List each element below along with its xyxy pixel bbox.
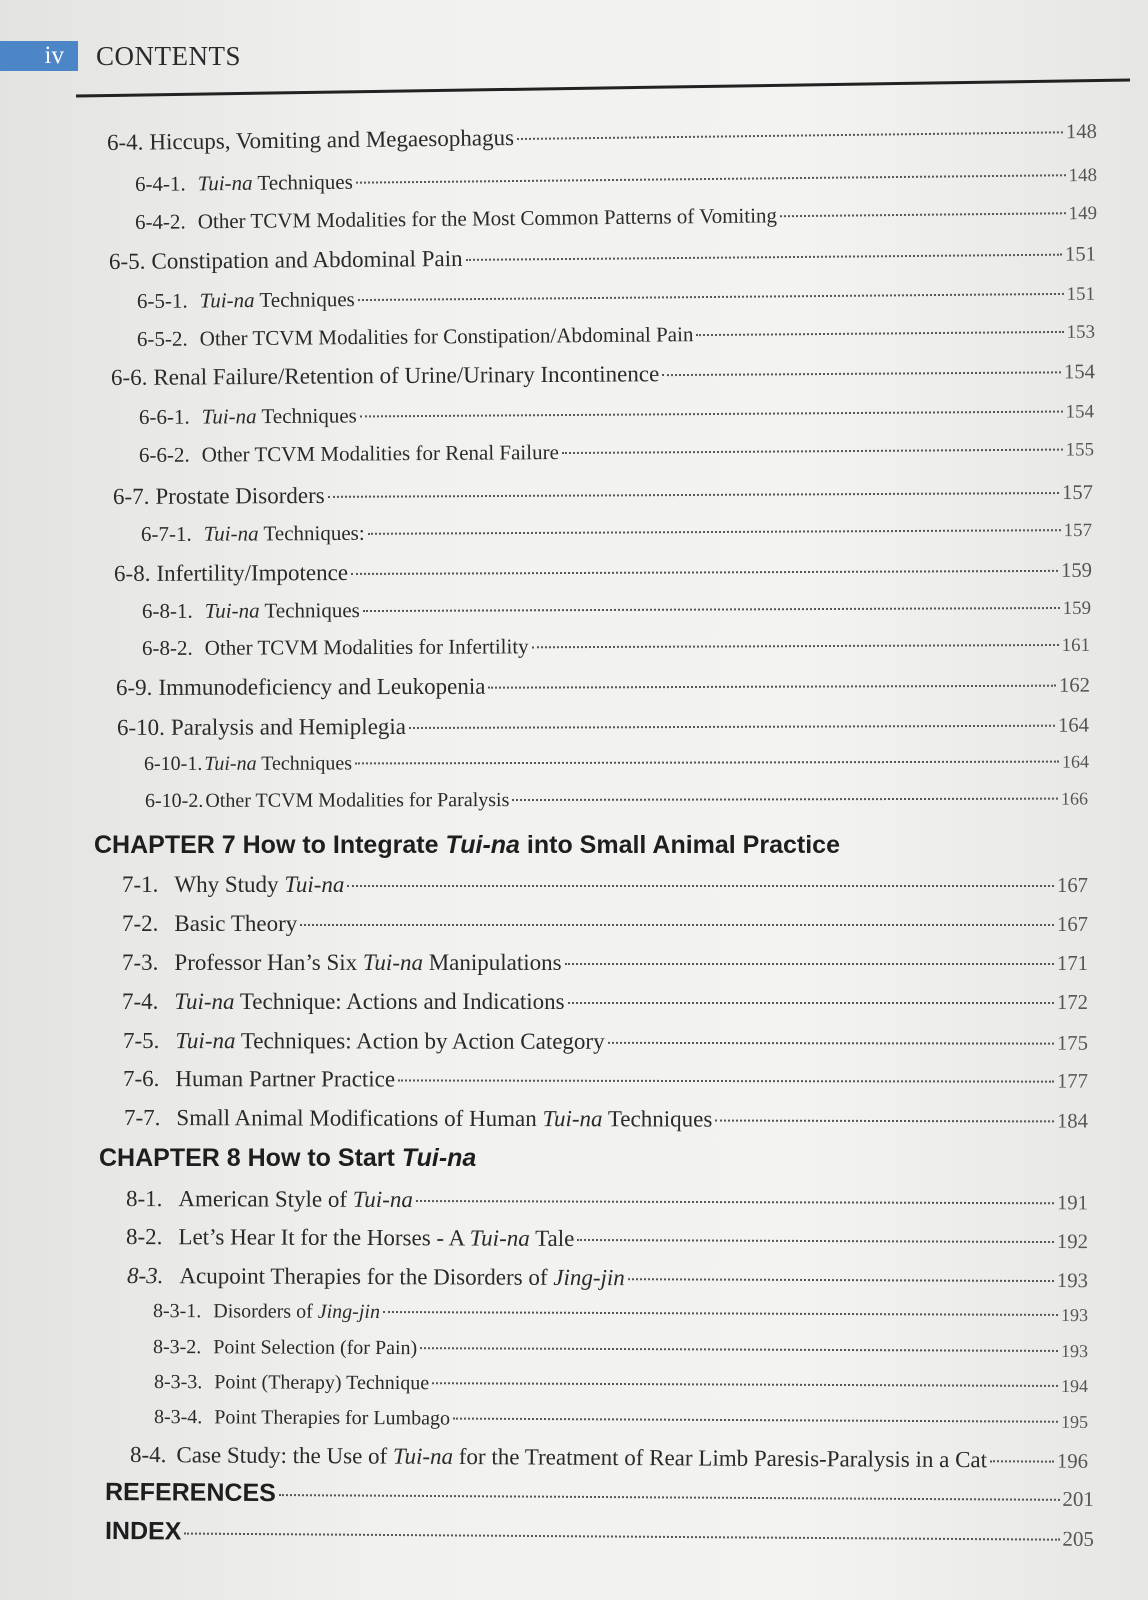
toc-page-number: 167 — [1056, 914, 1088, 936]
toc-number: 6-4. — [106, 129, 144, 155]
toc-page-number: 164 — [1057, 714, 1090, 737]
toc-entry-6-4-1[interactable] — [135, 162, 1097, 197]
dot-leader — [453, 1418, 1058, 1423]
toc-entry-6-6[interactable] — [111, 358, 1095, 391]
toc-title: Human Partner Practice — [175, 1066, 396, 1092]
toc-number: 7-3. — [122, 950, 159, 975]
toc-entry-6-5-1[interactable] — [137, 281, 1095, 314]
toc-entry-6-8-2[interactable] — [142, 632, 1090, 661]
toc-page-number: 195 — [1060, 1411, 1089, 1432]
toc-page-number: 177 — [1056, 1070, 1089, 1093]
toc-page-number: 151 — [1066, 283, 1096, 305]
toc-page-number: 194 — [1060, 1375, 1089, 1397]
toc-title: Renal Failure/Retention of Urine/Urinary Incontinence — [153, 361, 660, 390]
toc-number: 6-8. — [113, 560, 151, 586]
toc-number: 6-9. — [115, 674, 153, 700]
toc-entry-8-1[interactable] — [126, 1186, 1088, 1215]
toc-entry-7-3[interactable] — [122, 950, 1088, 976]
toc-entry-7-5[interactable] — [123, 1028, 1088, 1056]
dot-leader — [466, 254, 1062, 261]
toc-page-number: 191 — [1056, 1192, 1089, 1215]
toc-title: Other TCVM Modalities for Paralysis — [205, 789, 510, 812]
toc-entry-7-7[interactable] — [124, 1105, 1088, 1134]
dot-leader — [990, 1460, 1054, 1462]
toc-entry-6-7-1[interactable] — [141, 517, 1092, 547]
dot-leader — [512, 798, 1058, 801]
chapter-7-heading[interactable]: CHAPTER 7 How to Integrate Tui-na into Small Animal Practice — [94, 831, 840, 859]
toc-page-number: 205 — [1062, 1526, 1095, 1551]
toc-number: 8-4. — [129, 1442, 167, 1468]
toc-entry-8-2[interactable] — [126, 1224, 1088, 1254]
toc-number: 6-6-2. — [138, 442, 190, 467]
toc-page-number: 164 — [1061, 751, 1090, 772]
toc-title: Point Selection (for Pain) — [213, 1336, 418, 1360]
toc-number: 6-4-2. — [134, 209, 186, 234]
toc-entry-7-1[interactable] — [122, 872, 1088, 898]
toc-number: 6-5-1. — [136, 288, 188, 313]
dot-leader — [488, 685, 1056, 689]
toc-number: 8-3-3. — [153, 1371, 203, 1394]
toc-title: Tui-na Technique: Actions and Indications — [174, 989, 565, 1014]
dot-leader — [568, 1002, 1054, 1004]
dot-leader — [715, 1120, 1054, 1123]
toc-number: 6-5-2. — [136, 326, 188, 351]
toc-number: 7-4. — [122, 989, 159, 1014]
toc-title: Paralysis and Hemiplegia — [170, 713, 407, 740]
toc-entry-6-6-2[interactable] — [139, 436, 1094, 468]
toc-title: Tui-na Techniques — [204, 752, 353, 775]
toc-page-number: 161 — [1061, 634, 1091, 656]
toc-number: 8-3. — [126, 1263, 164, 1289]
dot-leader — [355, 761, 1059, 765]
dot-leader — [608, 1042, 1054, 1045]
toc-title: Case Study: the Use of Tui-na for the Treatment of Rear Limb Paresis-Paralysis in a Cat — [176, 1442, 988, 1473]
page-title: CONTENTS — [96, 40, 241, 71]
toc-entry-7-2[interactable] — [122, 911, 1088, 937]
toc-title: Prostate Disorders — [155, 482, 325, 509]
toc-page-number: 172 — [1056, 992, 1088, 1014]
toc-entry-8-4[interactable] — [130, 1442, 1088, 1474]
toc-page-number: 166 — [1060, 788, 1089, 809]
toc-number: 8-3-1. — [152, 1300, 202, 1323]
dot-leader — [517, 131, 1063, 140]
toc-number: 6-6. — [110, 364, 148, 390]
toc-title: Constipation and Abdominal Pain — [151, 245, 463, 274]
toc-title: Other TCVM Modalities for Renal Failure — [201, 440, 559, 467]
toc-number: 6-4-1. — [134, 171, 186, 196]
toc-entry-6-5-2[interactable] — [137, 319, 1095, 352]
toc-number: 7-6. — [122, 1066, 160, 1092]
toc-page-number: 155 — [1065, 439, 1095, 461]
dot-leader — [360, 411, 1063, 418]
dot-leader — [279, 1494, 1060, 1501]
toc-number: 6-10. — [116, 714, 165, 740]
toc-title: Other TCVM Modalities for the Most Common Patterns of Vomiting — [197, 203, 778, 234]
toc-number: 6-10-1. — [143, 752, 203, 775]
toc-entry-6-8-1[interactable] — [142, 595, 1091, 624]
dot-leader — [416, 1200, 1054, 1204]
toc-title: Other TCVM Modalities for Infertility — [204, 634, 529, 660]
chapter-8-heading[interactable]: CHAPTER 8 How to Start Tui-na — [99, 1144, 477, 1172]
toc-entry-8-3-2[interactable] — [153, 1336, 1088, 1363]
toc-page-number: 193 — [1056, 1270, 1089, 1293]
toc-number: 7-7. — [123, 1105, 161, 1131]
toc-title: Basic Theory — [174, 911, 298, 936]
dot-leader — [184, 1533, 1059, 1541]
toc-title: Tui-na Techniques: Action by Action Category — [175, 1028, 605, 1054]
toc-page-number: 171 — [1056, 953, 1088, 975]
toc-number: 6-8-2. — [141, 635, 193, 660]
toc-entry-index[interactable] — [105, 1517, 1094, 1553]
toc-page-number: 157 — [1063, 520, 1093, 542]
toc-entry-8-3-4[interactable] — [154, 1406, 1088, 1434]
toc-entry-references[interactable] — [105, 1478, 1094, 1513]
toc-page-number: 148 — [1068, 164, 1098, 187]
toc-title: Tui-na Techniques — [199, 287, 355, 313]
toc-page-number: 157 — [1061, 481, 1094, 505]
dot-leader — [565, 963, 1054, 965]
toc-title: Point (Therapy) Technique — [214, 1371, 430, 1395]
toc-title: Immunodeficiency and Leukopenia — [158, 673, 486, 700]
dot-leader — [363, 607, 1060, 612]
toc-entry-6-5[interactable] — [109, 240, 1096, 275]
toc-title: Tui-na Techniques — [197, 169, 353, 196]
toc-number: 7-5. — [122, 1028, 160, 1054]
toc-page-number: 153 — [1066, 321, 1096, 343]
toc-entry-8-3[interactable] — [127, 1263, 1088, 1293]
dot-leader — [398, 1079, 1054, 1082]
toc-entry-6-6-1[interactable] — [139, 398, 1094, 430]
toc-title: Disorders of Jing-jin — [213, 1300, 381, 1323]
dot-leader — [300, 924, 1054, 926]
toc-page-number: 162 — [1058, 674, 1091, 697]
toc-page-number: 201 — [1062, 1486, 1095, 1512]
toc-entry-6-9[interactable] — [116, 672, 1090, 701]
dot-leader — [432, 1382, 1058, 1387]
toc-page-number: 151 — [1064, 243, 1097, 266]
toc-title: Why Study Tui-na — [174, 872, 345, 897]
toc-number: 8-1. — [125, 1186, 163, 1212]
toc-page-number: 159 — [1062, 597, 1092, 619]
toc-title: INDEX — [104, 1517, 182, 1546]
toc-page-number: 159 — [1060, 559, 1093, 582]
toc-title: Small Animal Modifications of Human Tui-na Techniques — [176, 1105, 713, 1132]
toc-entry-6-4[interactable] — [107, 118, 1097, 156]
toc-title: Hiccups, Vomiting and Megaesophagus — [149, 125, 515, 155]
toc-title: Acupoint Therapies for the Disorders of Jing-jin — [179, 1263, 625, 1291]
toc-number: 6-7. — [112, 483, 150, 509]
toc-title: Tui-na Techniques — [201, 403, 357, 429]
dot-leader — [562, 449, 1063, 454]
dot-leader — [577, 1239, 1054, 1243]
dot-leader — [328, 492, 1059, 498]
dot-leader — [347, 885, 1054, 887]
toc-number: 7-1. — [122, 872, 159, 897]
toc-title: Other TCVM Modalities for Constipation/Abdominal Pain — [199, 322, 694, 351]
dot-leader — [368, 529, 1061, 535]
toc-number: 8-2. — [125, 1224, 163, 1250]
toc-entry-6-10[interactable] — [117, 712, 1089, 741]
toc-title: REFERENCES — [104, 1478, 276, 1508]
toc-page-number: 167 — [1056, 875, 1088, 897]
toc-title: Point Therapies for Lumbago — [214, 1406, 451, 1430]
toc-number: 6-8-1. — [141, 598, 193, 623]
toc-entry-6-10-1[interactable] — [144, 751, 1089, 776]
toc-page-number: 154 — [1065, 401, 1095, 423]
dot-leader — [696, 331, 1063, 336]
toc-page-number: 149 — [1068, 202, 1098, 225]
toc-page-number: 193 — [1060, 1304, 1089, 1326]
dot-leader — [383, 1311, 1058, 1316]
toc-number: 7-2. — [122, 911, 159, 936]
toc-page-number: 175 — [1056, 1032, 1089, 1055]
toc-entry-6-7[interactable] — [113, 479, 1093, 510]
dot-leader — [420, 1347, 1058, 1352]
toc-entry-7-6[interactable] — [123, 1066, 1088, 1094]
toc-number: 6-10-2. — [144, 789, 204, 812]
toc-title: Professor Han’s Six Tui-na Manipulations — [174, 950, 562, 975]
toc-entry-6-8[interactable] — [114, 557, 1092, 587]
toc-number: 8-3-2. — [152, 1336, 202, 1359]
dot-leader — [662, 371, 1061, 376]
toc-entry-6-4-2[interactable] — [135, 200, 1097, 235]
toc-number: 6-7-1. — [140, 521, 192, 546]
toc-title: Infertility/Impotence — [156, 559, 349, 586]
dot-leader — [628, 1278, 1054, 1282]
toc-title: American Style of Tui-na — [178, 1186, 413, 1213]
toc-page-number: 154 — [1063, 361, 1096, 384]
toc-number: 8-3-4. — [153, 1406, 203, 1429]
toc-page-number: 184 — [1056, 1110, 1089, 1133]
dot-leader — [409, 725, 1055, 729]
page-number-tab: iv — [0, 41, 78, 71]
toc-entry-7-4[interactable] — [122, 989, 1088, 1015]
toc-page-number: 192 — [1056, 1231, 1089, 1254]
toc-entry-8-3-3[interactable] — [154, 1371, 1088, 1398]
toc-page-number: 193 — [1060, 1340, 1089, 1362]
toc-number: 6-6-1. — [138, 404, 190, 429]
toc-page-number: 148 — [1065, 120, 1098, 144]
dot-leader — [356, 174, 1066, 183]
toc-page-number: 196 — [1056, 1450, 1089, 1473]
toc-title: Tui-na Techniques: — [203, 520, 365, 546]
dot-leader — [358, 293, 1064, 301]
toc-title: Let’s Hear It for the Horses - A Tui-na Tale — [178, 1224, 575, 1251]
dot-leader — [532, 644, 1059, 648]
toc-entry-6-10-2[interactable] — [145, 788, 1088, 813]
toc-number: 6-5. — [108, 248, 146, 274]
dot-leader — [780, 212, 1066, 217]
toc-entry-8-3-1[interactable] — [153, 1300, 1088, 1327]
dot-leader — [351, 570, 1058, 575]
toc-title: Tui-na Techniques — [204, 598, 360, 623]
